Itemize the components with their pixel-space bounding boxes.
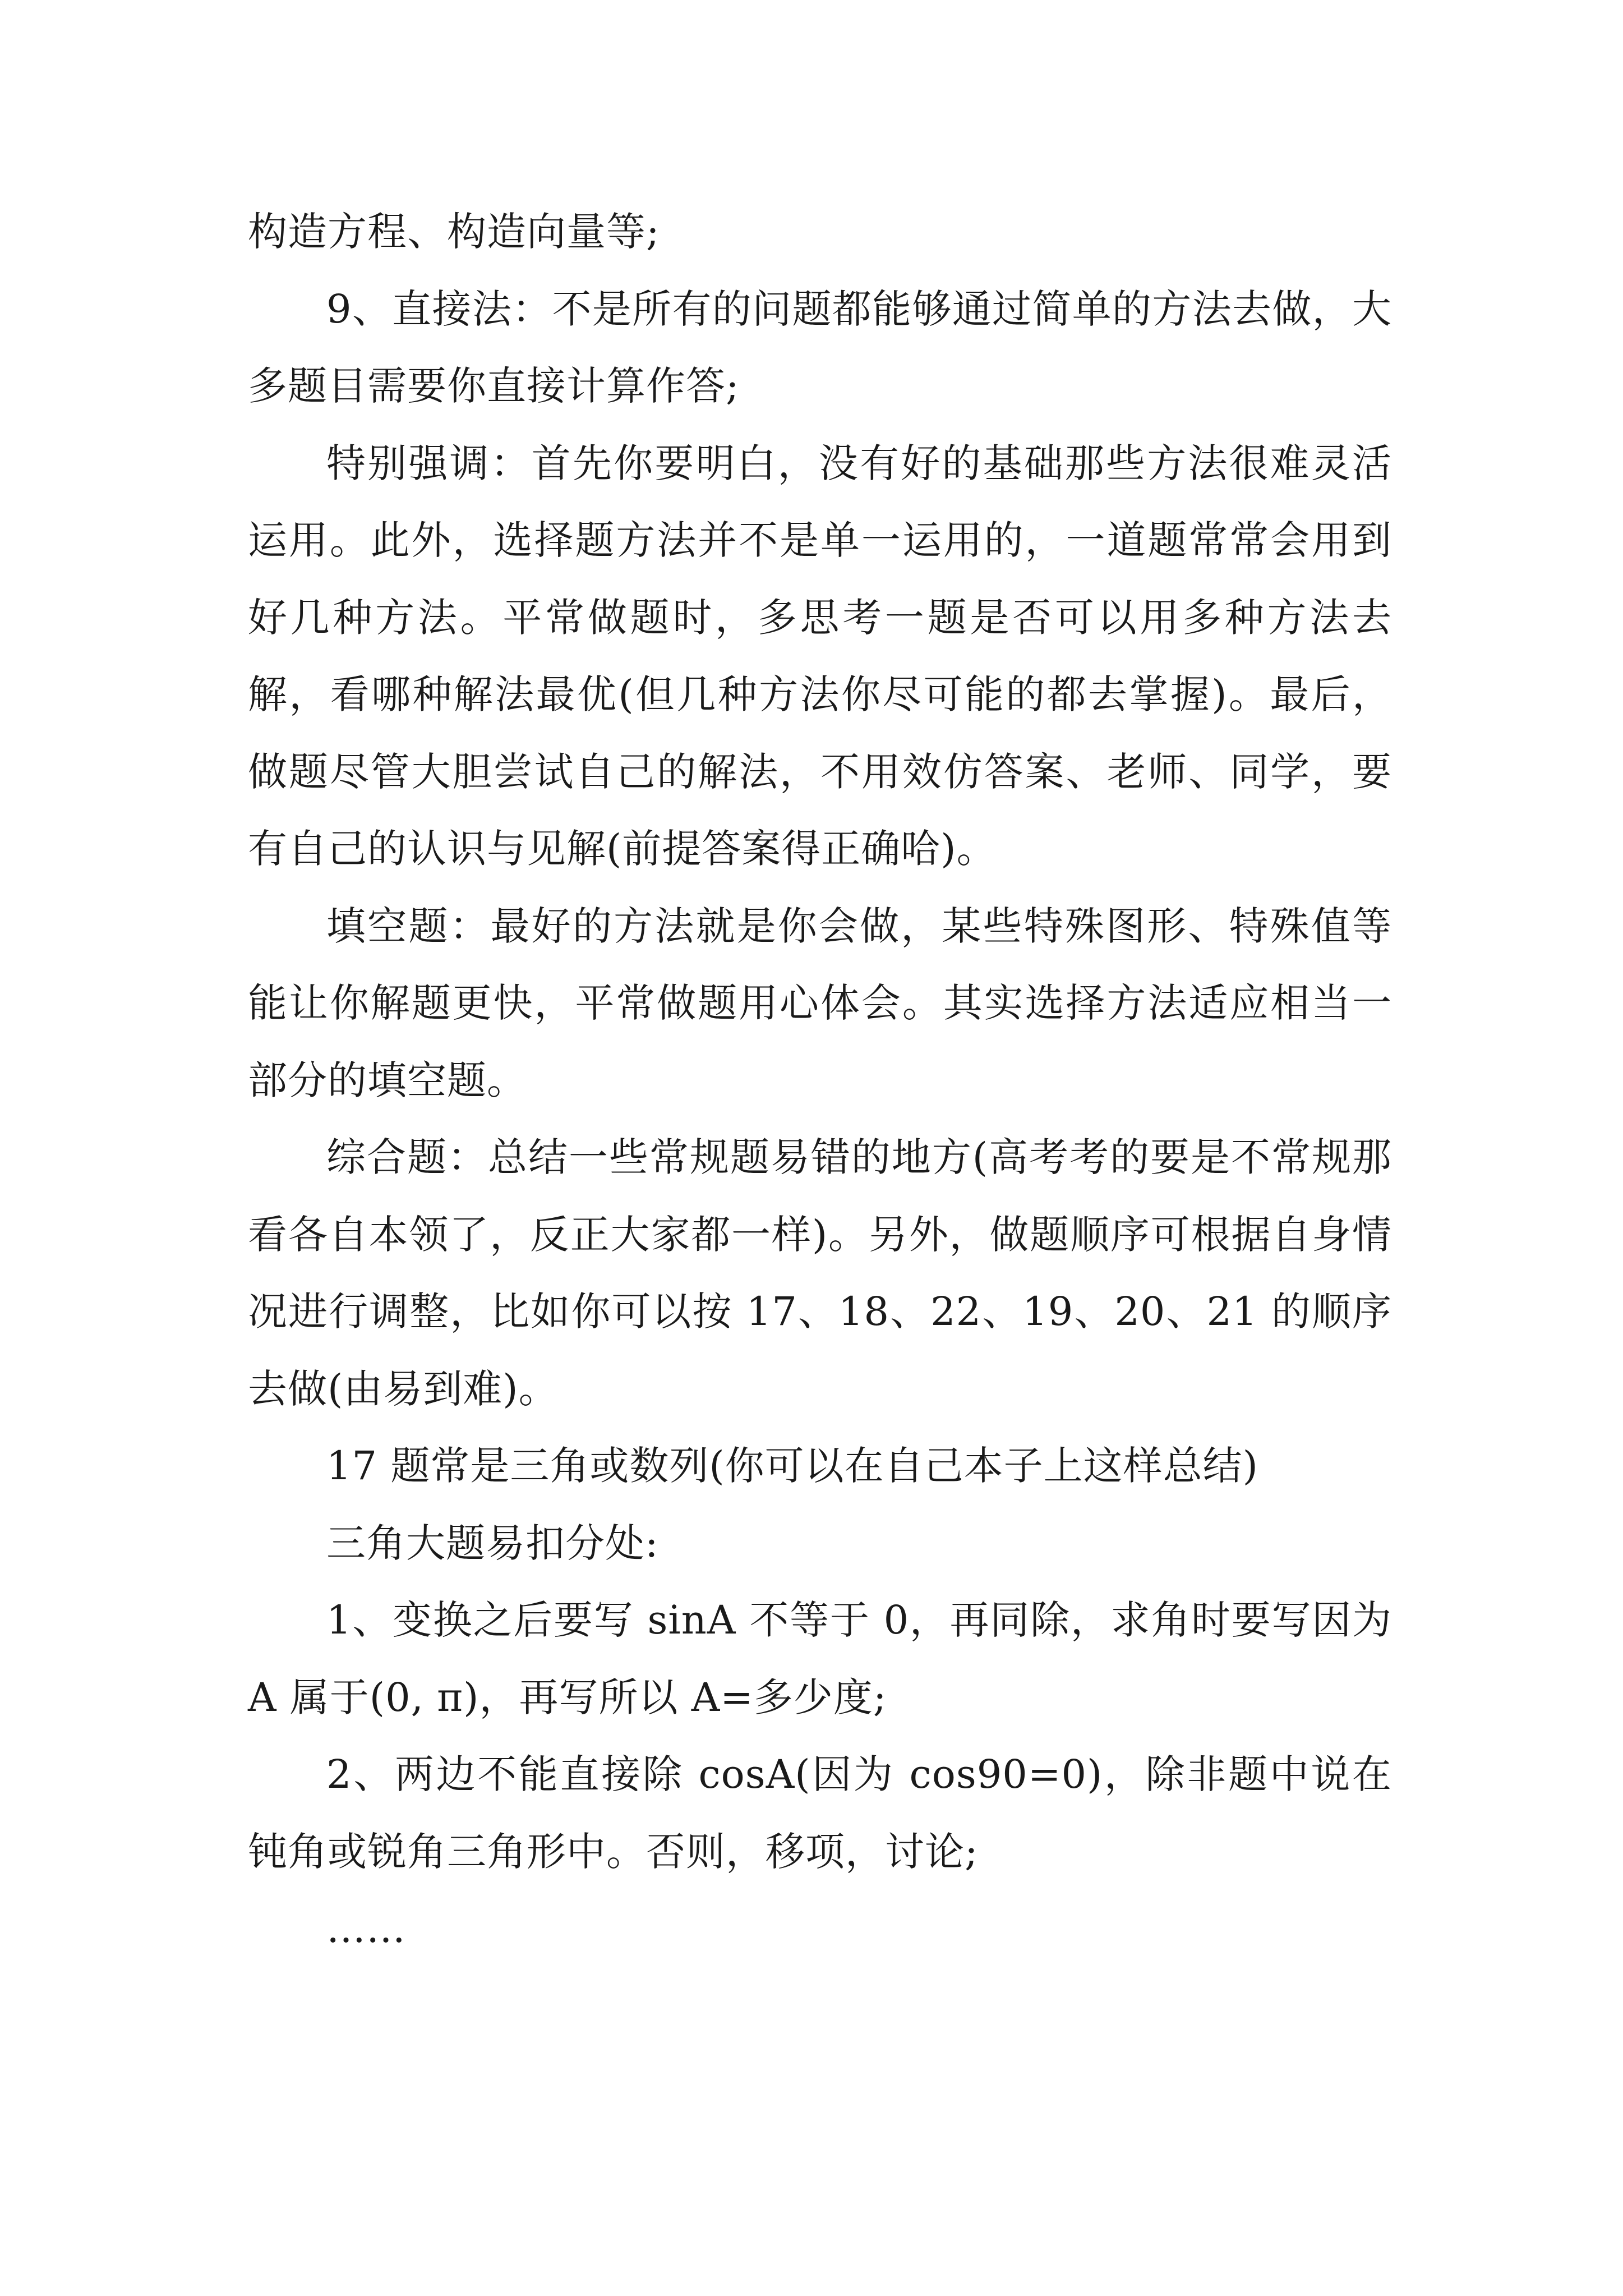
paragraph-construct-methods: 构造方程、构造向量等; [248, 209, 660, 255]
paragraph-comprehensive: 综合题：总结一些常规题易错的地方(高考考的要是不常规那看各自本领了，反正大家都一样)。另外，做题顺序可根据自身情况进行调整，比如你可以按 17、18、22、19、20、21 的顺序去做(由易到难)。 [248, 1134, 1392, 1412]
paragraph-question-17: 17 题常是三角或数列(你可以在自己本子上这样总结) [326, 1443, 1258, 1489]
paragraph-trig-pitfall-1: 1、变换之后要写 sinA 不等于 0，再同除，求角时要写因为 A 属于(0, π)，再写所以 A=多少度; [248, 1597, 1392, 1720]
paragraph-trig-pitfalls-heading: 三角大题易扣分处: [326, 1520, 659, 1566]
paragraph-trig-pitfall-2: 2、两边不能直接除 cosA(因为 cos90=0)，除非题中说在钝角或锐角三角形中。否则，移项，讨论; [248, 1751, 1392, 1875]
document-body [248, 194, 1392, 1968]
paragraph-fill-blank: 填空题：最好的方法就是你会做，某些特殊图形、特殊值等能让你解题更快，平常做题用心体会。其实选择方法适应相当一部分的填空题。 [248, 903, 1392, 1103]
paragraph-special-emphasis: 特别强调：首先你要明白，没有好的基础那些方法很难灵活运用。此外，选择题方法并不是单一运用的，一道题常常会用到好几种方法。平常做题时，多思考一题是否可以用多种方法去解，看哪种解法最优(但几种方法你尽可能的都去掌握)。最后，做题尽管大胆尝试自己的解法，不用效仿答案、老师、同学，要有自己的认识与见解(前提答案得正确哈)。 [248, 440, 1392, 872]
paragraph-ellipsis: …… [326, 1906, 406, 1952]
paragraph-direct-method: 9、直接法：不是所有的问题都能够通过简单的方法去做，大多题目需要你直接计算作答; [248, 286, 1392, 409]
